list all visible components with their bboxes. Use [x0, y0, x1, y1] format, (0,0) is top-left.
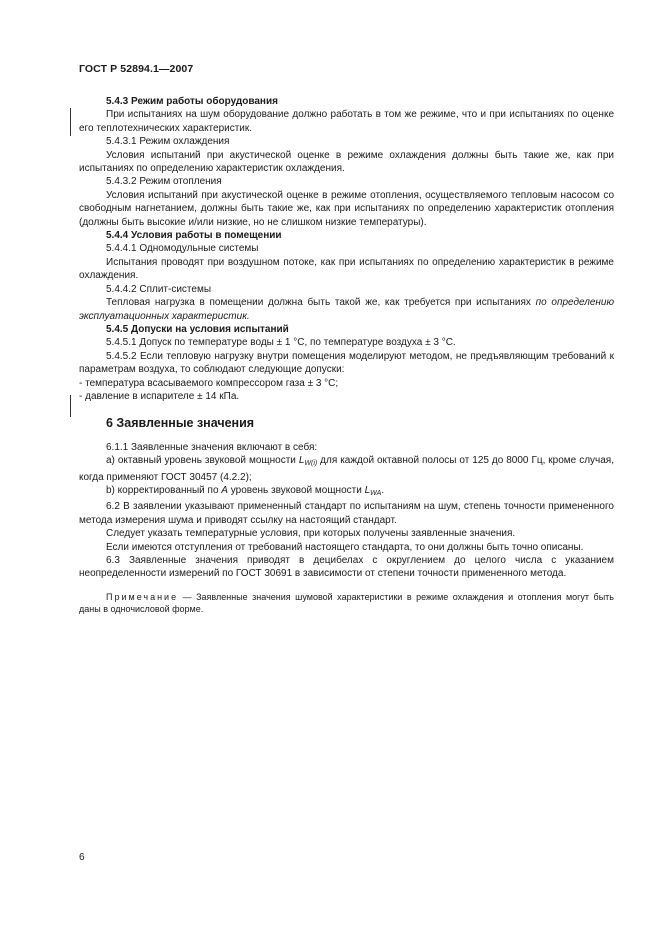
paragraph: 5.4.5.1 Допуск по температуре воды ± 1 °С, по температуре воздуха ± 3 °С. — [106, 337, 456, 349]
paragraph: 6.3 Заявленные значения приводят в децибелах с округлением до целого числа с указанием неопределенности измерений по ГОСТ 30691 в зависимости от степени точности примененного метода. — [79, 555, 614, 580]
section-heading-5-4-5: 5.4.5 Допуски на условия испытаний — [106, 323, 289, 335]
document-body — [79, 95, 614, 616]
symbol-subscript: W(i) — [304, 460, 318, 468]
list-item: - давление в испарителе ± 14 кПа. — [79, 390, 240, 402]
symbol: L — [364, 484, 371, 496]
list-item-b — [79, 484, 614, 500]
paragraph: Испытания проводят при воздушном потоке, как при испытаниях по определению характеристик в режиме охлаждения. — [79, 256, 614, 282]
symbol: L — [298, 455, 305, 467]
item-text: b) корректированный по — [106, 484, 219, 496]
paragraph: Условия испытаний при акустической оценке в режиме охлаждения должны быть такие же, как при испытаниях по определению характеристик охлаждения. — [79, 149, 614, 175]
paragraph: 6.2 В заявлении указывают примененный стандарт по испытаниям на шум, степень точности примененного метода измерения шума и приводят ссылку на настоящий стандарт. — [79, 501, 614, 526]
section-heading-6: 6 Заявленные значения — [106, 416, 255, 431]
change-bar — [70, 395, 71, 417]
subsection-title: 5.4.3.2 Режим отопления — [106, 176, 222, 188]
section-heading-5-4-3: 5.4.3 Режим работы оборудования — [106, 96, 278, 107]
symbol: А — [221, 484, 228, 496]
list-item: - температура всасываемого компрессором газа ± 3 °С; — [79, 377, 339, 389]
page-number: 6 — [79, 852, 85, 863]
subsection-title: 5.4.4.1 Одномодульные системы — [106, 243, 259, 255]
note-label: Примечание — [106, 591, 179, 602]
change-bar — [70, 108, 71, 136]
paragraph: Если имеются отступления от требований настоящего стандарта, то они должны быть точно описаны. — [106, 541, 584, 553]
item-text: для каждой октавной полосы от 125 до 8000 Гц, кроме случая, когда применяют ГОСТ 30457 (4.2.2); — [79, 455, 614, 483]
note — [79, 591, 614, 616]
item-text: . — [381, 484, 385, 496]
list-item-a — [79, 454, 614, 484]
paragraph: 5.4.5.2 Если тепловую нагрузку внутри помещения моделируют методом, не предъявляющим требований к параметрам воздуха, то соблюдают следующие допуски: — [79, 350, 614, 376]
subsection-title: 5.4.4.2 Сплит-системы — [106, 283, 212, 295]
subsection-title: 5.4.3.1 Режим охлаждения — [106, 136, 230, 148]
paragraph: Следует указать температурные условия, при которых получены заявленные значения. — [106, 528, 516, 540]
item-text: а) октавный уровень звуковой мощности — [106, 455, 296, 467]
paragraph-text: Тепловая нагрузка в помещении должна быть такой же, как требуется при испытаниях — [106, 297, 531, 309]
symbol-subscript: WA — [370, 489, 382, 497]
document-header: ГОСТ Р 52894.1—2007 — [79, 63, 194, 75]
paragraph: При испытаниях на шум оборудование должно работать в том же режиме, что и при испытаниях по оценке его теплотехнических характеристик. — [79, 109, 614, 134]
paragraph — [79, 296, 614, 323]
paragraph: Условия испытаний при акустической оценке в режиме отопления, осуществляемого тепловым насосом со свободным нагнетанием, должны быть такие же, как при испытаниях по определению характеристик отопления (должны быть высокие и/или низкие, но не слишком низкие температуры). — [79, 189, 614, 228]
section-heading-5-4-4: 5.4.4 Условия работы в помещении — [106, 230, 282, 242]
italic-term: по определению эксплуатационных характеристик. — [79, 297, 615, 322]
item-text: уровень звуковой мощности — [230, 484, 362, 496]
paragraph: 6.1.1 Заявленные значения включают в себя: — [106, 441, 318, 453]
note-text: — Заявленные значения шумовой характеристики в режиме охлаждения и отопления могут быть даны в одночисловой форме. — [79, 591, 614, 615]
